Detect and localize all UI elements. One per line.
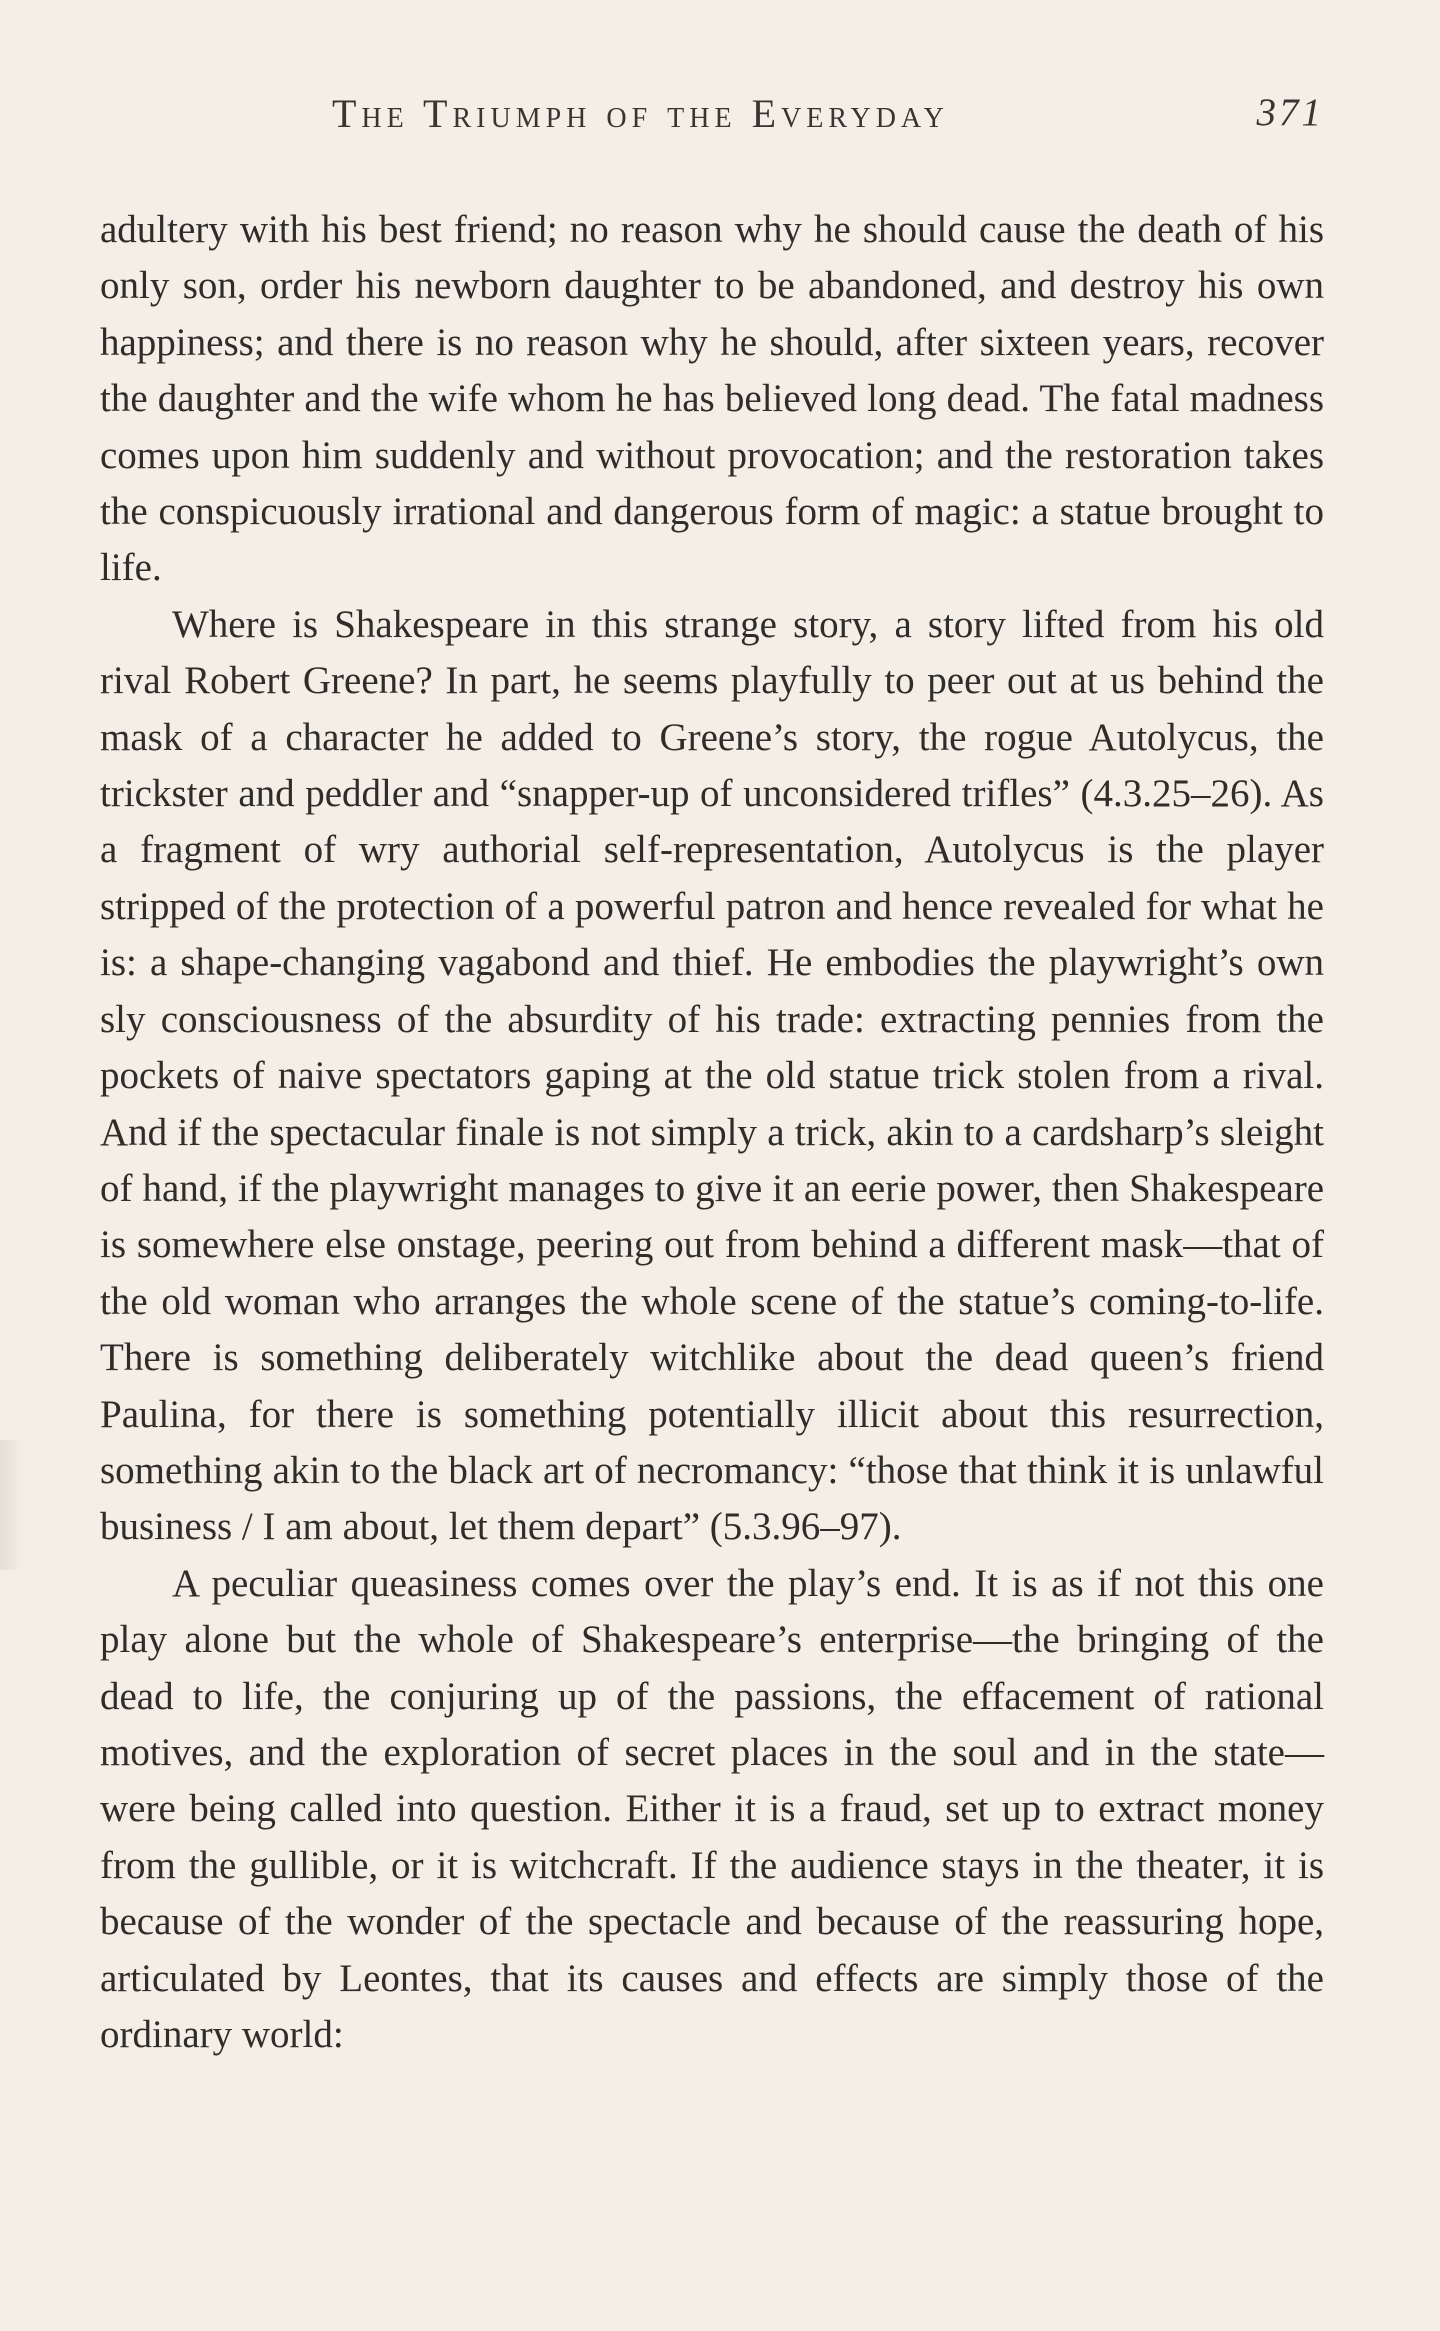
paragraph-autolycus: Where is Shakespeare in this strange story, a story lifted from his old rival Robert Greene? In part, he seems playfully to peer out at us behind the mask of a character he added to Greene’s story, the rogue Autolycus, the trickster and peddler and “snapper-up of unconsidered trifles” (4.3.25–26). As a fragment of wry authorial self-representation, Autolycus is the player stripped of the protection of a powerful patron and hence revealed for what he is: a shape-changing vagabond and thief. He embodies the playwright’s own sly consciousness of the absurdity of his trade: extracting pennies from the pockets of naive spectators gaping at the old statue trick stolen from a rival. And if the spectacular finale is not simply a trick, akin to a cardsharp’s sleight of hand, if the playwright manages to give it an eerie power, then Shakespeare is somewhere else onstage, peering out from behind a different mask—that of the old woman who arranges the whole scene of the statue’s coming-to-life. There is something deliberately witchlike about the dead queen’s friend Paulina, for there is something potentially illicit about this resurrection, something akin to the black art of necromancy: “those that think it is unlawful business / I am about, let them depart” (5.3.96–97). [100,602,1324,1549]
paragraph-queasiness: A peculiar queasiness comes over the play’s end. It is as if not this one play alone but the whole of Shakespeare’s enterprise—the bringing of the dead to life, the conjuring up of the passions, the effacement of rational motives, and the exploration of secret places in the soul and in the state—were being called into question. Either it is a fraud, set up to extract money from the gullible, or it is witchcraft. If the audience stays in the theater, it is because of the wonder of the spectacle and because of the reassuring hope, articulated by Leontes, that its causes and effects are simply those of the ordinary world: [100,1561,1324,2056]
running-title: The Triumph of the Everyday [332,91,949,136]
paragraph-continued: adultery with his best friend; no reason why he should cause the death of his only son, order his newborn daughter to be abandoned, and destroy his own happiness; and there is no reason why he should, after sixteen years, recover the daughter and the wife whom he has believed long dead. The fatal madness comes upon him suddenly and without provocation; and the restoration takes the conspicuously irrational and dangerous form of magic: a statue brought to life. [100,208,1324,590]
page-number: 371 [1256,91,1324,134]
running-head [96,90,1324,140]
page-edge-shadow [0,1440,22,1570]
body-text [100,202,1324,2063]
